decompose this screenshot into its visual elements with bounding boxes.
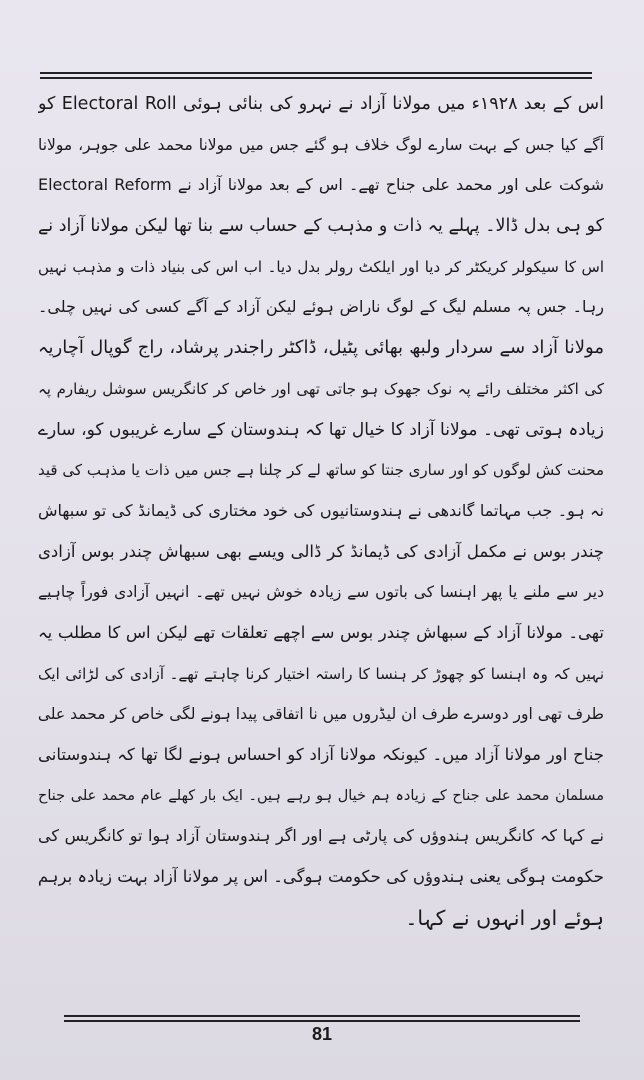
text-line: تھی۔ مولانا آزاد کے سبھاش چندر بوس سے اچھے تعلقات تھے لیکن اس کا مطلب یہ <box>38 622 604 642</box>
body-text <box>38 84 604 938</box>
text-line: طرف تھی اور دوسرے طرف ان لیڈروں میں نا اتفاقی پیدا ہونے لگی خاص کر محمد علی <box>38 705 604 724</box>
text-line: زیادہ ہوتی تھی۔ مولانا آزاد کا خیال تھا کہ ہندوستان کے سارے غریبوں کو، سارے <box>38 419 604 440</box>
bottom-rule <box>64 1015 580 1022</box>
page-number: 81 <box>311 1024 333 1044</box>
text-line: کی اکثر مختلف رائے پہ نوک جھوک ہو جاتی تھی اور خاص کر کانگریس سوشل ریفارم پہ <box>38 379 604 398</box>
text-line: حکومت ہوگی یعنی ہندوؤں کی حکومت ہوگی۔ اس پر مولانا آزاد بہت زیادہ برہم <box>38 867 604 887</box>
text-line: چندر بوس نے مکمل آزادی کی ڈیمانڈ کر ڈالی ویسے بھی سبھاش چندر بوس آزادی <box>38 541 604 561</box>
text-line: رہا۔ جس پہ مسلم لیگ کے لوگ ناراض ہوئے لیکن آزاد کے آگے کسی کی نہیں چلی۔ <box>38 297 604 317</box>
text-line: نہ ہو۔ جب مہاتما گاندھی نے ہندوستانیوں کی خود مختاری کی ڈیمانڈ کی تو سبھاش <box>38 500 604 520</box>
text-line: جناح اور مولانا آزاد میں۔ کیونکہ مولانا آزاد کو احساس ہونے لگا تھا کہ ہندوستانی <box>38 745 604 764</box>
text-line: نے کہا کہ کانگریس ہندوؤں کی پارٹی ہے اور اگر ہندوستان آزاد ہوا تو کانگریس کی <box>38 826 604 846</box>
text-line: مولانا آزاد سے سردار ولبھ بھائی پٹیل، ڈاکٹر راجندر پرشاد، راج گوپال آچاریہ <box>38 337 604 359</box>
text-line: محنت کش لوگوں کو اور ساری جنتا کو ساتھ لے کر چلنا ہے جس میں ذات یا مذہب کی قید <box>38 461 604 480</box>
text-line: نہیں کہ وہ اہنسا کو چھوڑ کر ہنسا کا راستہ اختیار کرنا چاہتے تھے۔ آزادی کی لڑائی ایک <box>38 664 604 683</box>
text-line-last: ہوئے اور انہوں نے کہا۔ <box>405 905 604 930</box>
text-line: دیر سے ملنے یا پھر اہنسا کی باتوں سے زیادہ خوش نہیں تھے۔ انہیں آزادی فوراً چاہیے <box>38 583 604 602</box>
text-line: اس کے بعد ۱۹۲۸ء میں مولانا آزاد نے نہرو کی بنائی ہوئی Electoral Roll کو <box>38 94 604 114</box>
text-line: آگے کیا جس کے بہت سارے لوگ خلاف ہو گئے جس میں مولانا محمد علی جوہر، مولانا <box>38 135 604 154</box>
text-line: اس کا سیکولر کریکٹر کر دیا اور ایلکٹ رولر بدل دیا۔ اب اس کی بنیاد ذات و مذہب نہیں <box>38 257 604 276</box>
top-rule <box>40 72 592 79</box>
text-line: شوکت علی اور محمد علی جناح تھے۔ اس کے بعد مولانا آزاد نے Electoral Reform <box>38 175 604 195</box>
text-line: کو ہی بدل ڈالا۔ پہلے یہ ذات و مذہب کے حساب سے بنا تھا لیکن مولانا آزاد نے <box>38 216 604 237</box>
text-line: مسلمان محمد علی جناح کے زیادہ ہم خیال ہو رہے ہیں۔ ایک بار کھلے عام محمد علی جناح <box>38 787 604 804</box>
